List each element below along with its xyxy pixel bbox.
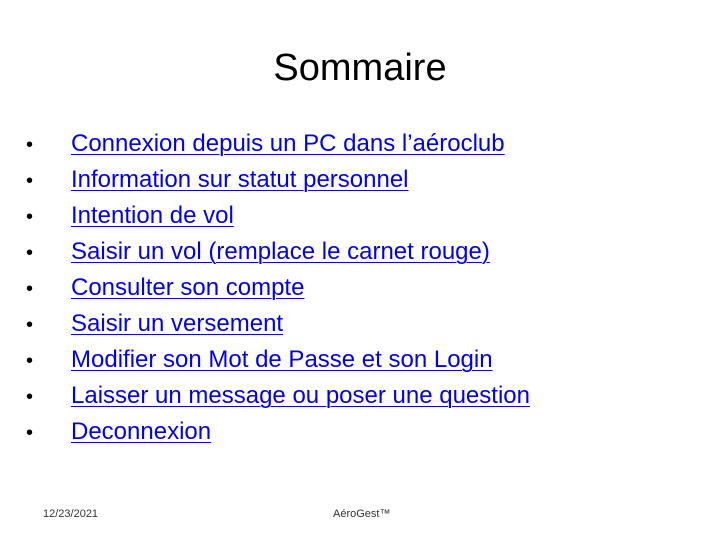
table-of-contents: [26, 126, 530, 450]
footer-brand: AéroGest™: [333, 508, 391, 520]
link-saisir-versement[interactable]: Saisir un versement: [71, 310, 284, 337]
bullet-icon: •: [26, 314, 34, 336]
toc-item-information-statut: [26, 162, 530, 198]
toc-item-connexion: [26, 126, 530, 162]
link-deconnexion[interactable]: Deconnexion: [71, 418, 212, 445]
bullet-icon: •: [26, 422, 34, 444]
link-consulter-compte[interactable]: Consulter son compte: [71, 274, 305, 301]
bullet-icon: •: [26, 170, 34, 192]
slide-title: Sommaire: [273, 47, 447, 89]
link-saisir-vol[interactable]: Saisir un vol (remplace le carnet rouge): [71, 238, 490, 265]
bullet-icon: •: [26, 350, 34, 372]
link-laisser-message[interactable]: Laisser un message ou poser une question: [71, 382, 530, 409]
toc-item-laisser-message: [26, 378, 530, 414]
bullet-icon: •: [26, 134, 34, 156]
link-information-statut[interactable]: Information sur statut personnel: [71, 166, 409, 193]
toc-item-saisir-versement: [26, 306, 530, 342]
bullet-icon: •: [26, 278, 34, 300]
toc-item-deconnexion: [26, 414, 530, 450]
footer-date: 12/23/2021: [43, 508, 99, 520]
link-intention-vol[interactable]: Intention de vol: [71, 202, 234, 229]
toc-item-consulter-compte: [26, 270, 530, 306]
toc-item-modifier-mot-de-passe: [26, 342, 530, 378]
bullet-icon: •: [26, 206, 34, 228]
link-modifier-mot-de-passe[interactable]: Modifier son Mot de Passe et son Login: [71, 346, 493, 373]
link-connexion[interactable]: Connexion depuis un PC dans l’aéroclub: [71, 130, 505, 157]
bullet-icon: •: [26, 242, 34, 264]
toc-item-intention-vol: [26, 198, 530, 234]
toc-item-saisir-vol: [26, 234, 530, 270]
bullet-icon: •: [26, 386, 34, 408]
